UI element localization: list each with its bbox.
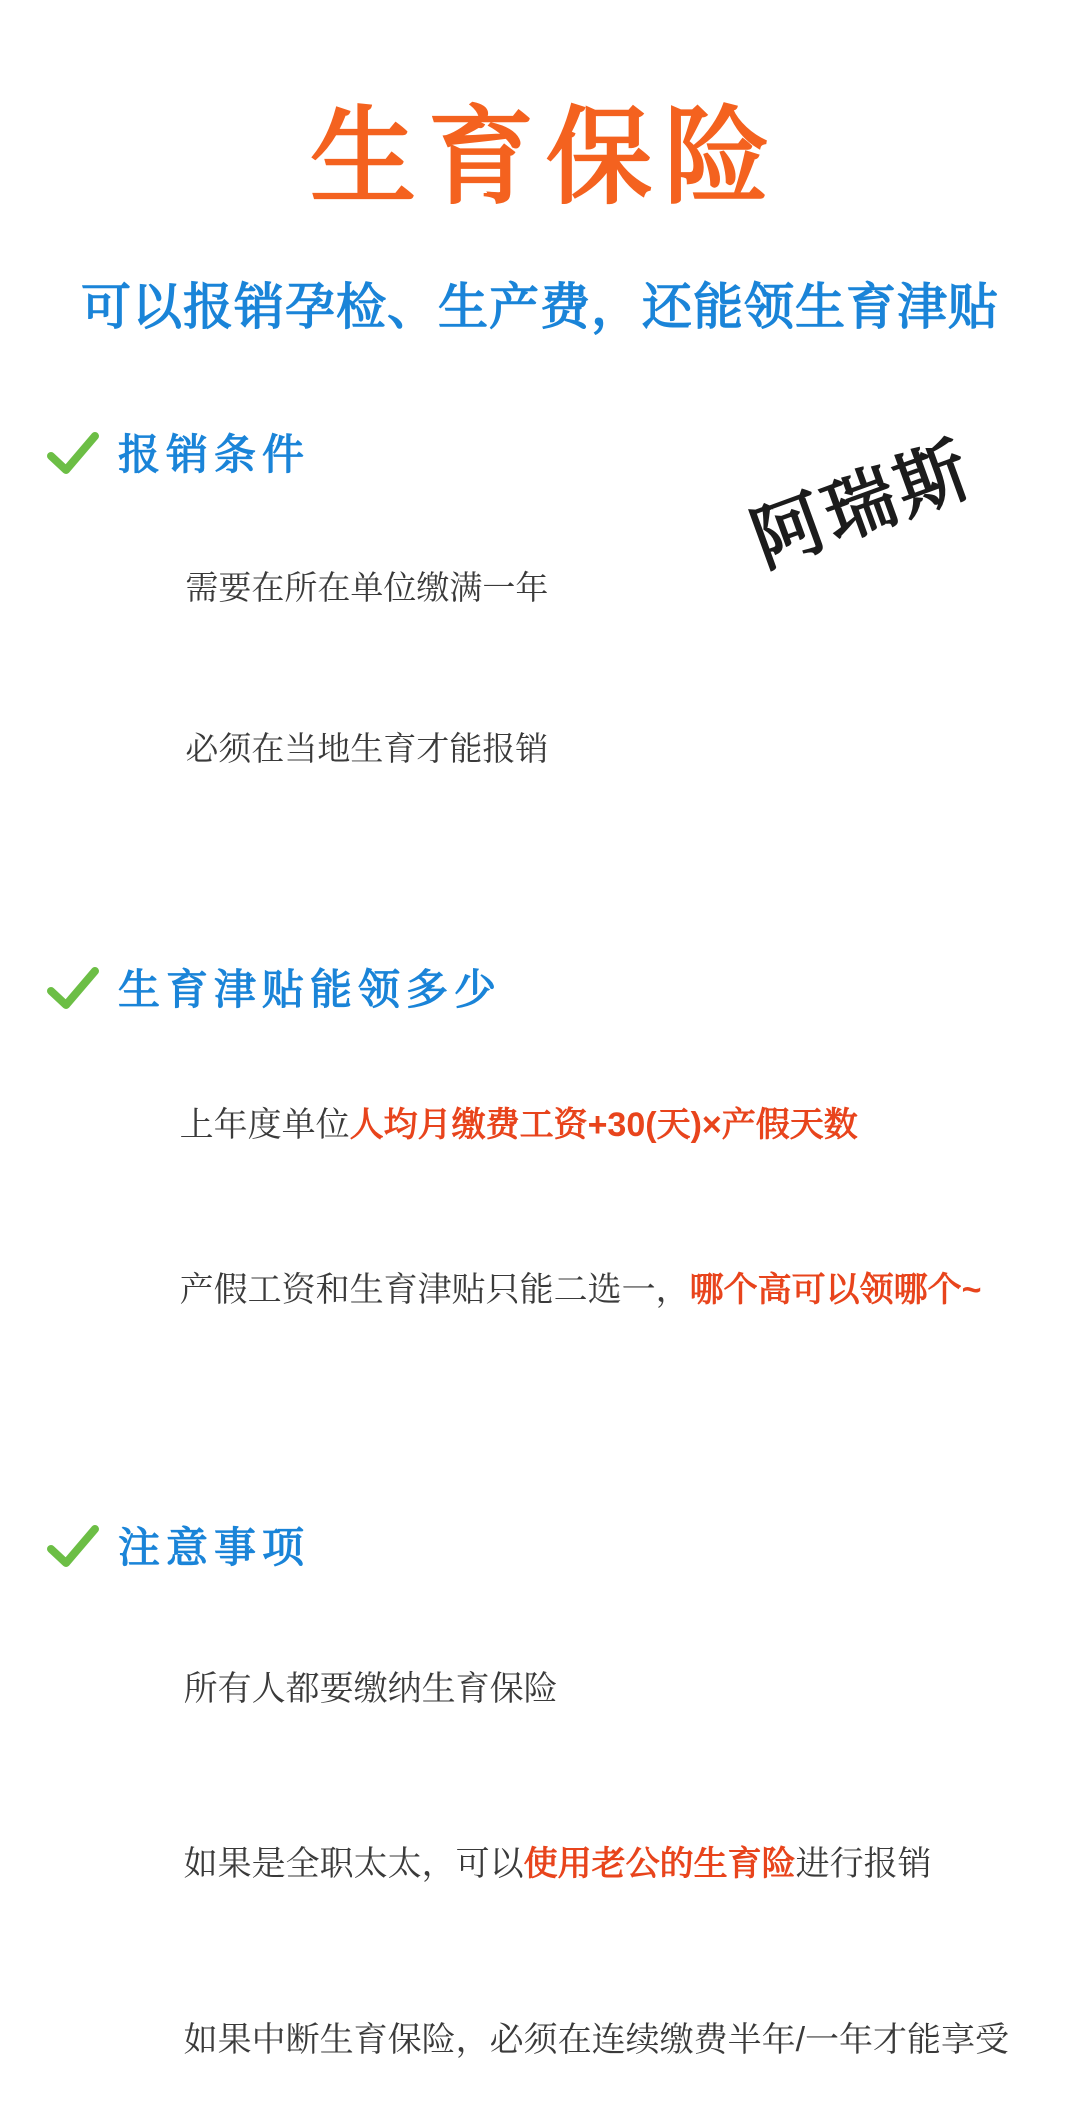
section-body [46,1043,1080,1373]
body-line [104,1043,1080,1208]
section-header [46,963,1080,1017]
page-title: 生育保险 [310,99,782,218]
check-icon [46,1521,100,1575]
body-text: 如果中断生育保险，必须在连续缴费半年/一年才能享受 [183,2020,1010,2059]
body-line [112,508,1080,668]
body-text: 需要在所在单位缴满一年 [185,569,549,607]
section-body [46,508,1080,829]
body-text: 进行报销 [795,1845,932,1884]
body-text: 所有人都要缴纳生育保险 [183,1669,558,1708]
body-text-highlight: 哪个高可以领哪个~ [689,1271,982,1310]
watermark: 阿瑞斯 [740,426,984,583]
check-icon [46,963,100,1017]
body-line [104,1208,1080,1373]
body-text: 必须在当地生育才能报销 [185,729,549,767]
body-text: 上年度单位 [179,1105,350,1144]
body-line [112,668,1080,828]
section-notes [0,1521,1080,2127]
body-text-highlight: 人均月缴费工资+30(天)×产假天数 [349,1105,858,1144]
body-text: 如果是全职太太，可以 [183,1845,524,1884]
section-body [46,1601,1080,2127]
page-subtitle: 可以报销孕检、生产费，还能领生育津贴 [81,279,999,336]
section-title: 报销条件 [118,431,311,479]
section-title: 生育津贴能领多少 [118,965,503,1013]
body-line [108,1777,1080,1952]
section-maternity-allowance [0,963,1080,1373]
check-icon [46,428,100,482]
section-header [46,1521,1080,1575]
body-line [108,1601,1080,1776]
body-text-highlight: 使用老公的生育险 [523,1845,796,1884]
body-line [108,1952,1080,2127]
body-text: 产假工资和生育津贴只能二选一， [179,1271,690,1310]
section-title: 注意事项 [118,1524,311,1572]
poster-page [0,71,1080,2059]
